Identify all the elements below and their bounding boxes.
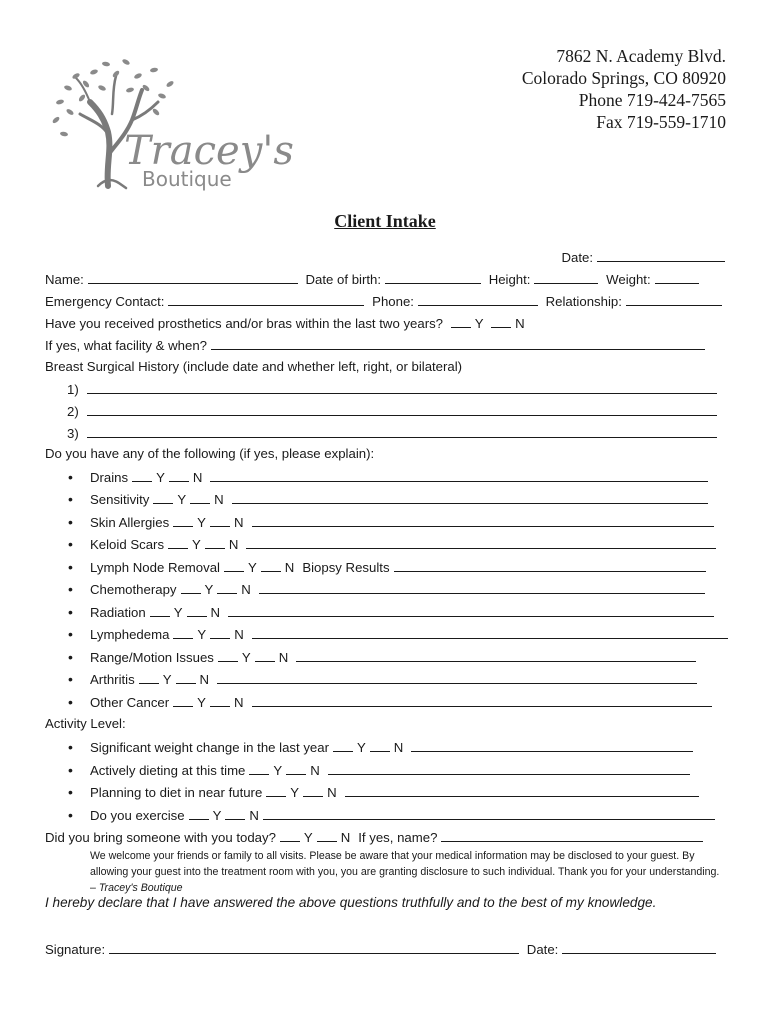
address-city: Colorado Springs, CO 80920 <box>521 68 726 88</box>
yes-label: Y <box>357 740 366 755</box>
address-street: 7862 N. Academy Blvd. <box>556 46 726 66</box>
phone-label: Phone: <box>372 294 414 309</box>
condition-chemotherapy <box>90 579 724 599</box>
dob-field[interactable] <box>385 269 481 284</box>
activity-planning-diet <box>90 782 724 802</box>
activity-level-label: Activity Level: <box>45 716 126 731</box>
activity-yes-field[interactable] <box>266 782 286 797</box>
signature-row <box>45 939 725 959</box>
condition-label: Skin Allergies <box>90 515 170 530</box>
condition-explain-field[interactable] <box>296 647 696 662</box>
no-label: N <box>278 650 289 665</box>
no-label: N <box>214 492 224 507</box>
no-label: N <box>515 316 525 331</box>
condition-yes-field[interactable] <box>173 512 193 527</box>
condition-no-field[interactable] <box>261 557 281 572</box>
condition-yes-field[interactable] <box>139 669 159 684</box>
activity-yes-field[interactable] <box>249 760 269 775</box>
condition-no-field[interactable] <box>210 692 230 707</box>
activity-dieting <box>90 760 724 780</box>
yes-label: Y <box>192 537 201 552</box>
signature-field[interactable] <box>109 939 519 954</box>
condition-range-motion <box>90 647 724 667</box>
condition-no-field[interactable] <box>217 579 237 594</box>
biopsy-results-label: Biopsy Results <box>302 560 390 575</box>
yes-label: Y <box>241 650 251 665</box>
logo-traceys: Tracey's <box>124 128 294 174</box>
condition-no-field[interactable] <box>205 534 225 549</box>
no-label: N <box>327 785 337 800</box>
surgical-item-2 <box>67 401 723 421</box>
no-label: N <box>192 470 203 485</box>
height-label: Height: <box>488 272 531 287</box>
activity-label: Actively dieting at this time <box>90 763 246 778</box>
yes-label: Y <box>273 763 283 778</box>
condition-label: Radiation <box>90 605 146 620</box>
no-label: N <box>210 605 221 620</box>
surgical-field-2[interactable] <box>87 401 717 416</box>
prosthetics-question: Have you received prosthetics and/or bras within the last two years? <box>45 316 444 331</box>
condition-explain-field[interactable] <box>246 534 716 549</box>
no-label: N <box>310 763 320 778</box>
condition-other-cancer <box>90 692 724 712</box>
date-row <box>45 247 725 267</box>
logo-boutique: Boutique <box>142 167 232 191</box>
condition-label: Other Cancer <box>90 695 170 710</box>
yes-label: Y <box>212 808 222 823</box>
no-label: N <box>241 582 251 597</box>
emergency-row <box>45 291 725 311</box>
yes-label: Y <box>204 582 214 597</box>
activity-label: Planning to diet in near future <box>90 785 263 800</box>
activity-exercise <box>90 805 724 825</box>
condition-explain-field[interactable] <box>259 579 705 594</box>
surgical-field-3[interactable] <box>87 423 717 438</box>
yes-label: Y <box>197 515 206 530</box>
surgical-field-1[interactable] <box>87 379 717 394</box>
signature-date-label: Date: <box>526 942 559 957</box>
yes-label: Y <box>247 560 257 575</box>
condition-yes-field[interactable] <box>168 534 188 549</box>
condition-explain-field[interactable] <box>228 602 714 617</box>
no-label: N <box>199 672 210 687</box>
condition-label: Lymphedema <box>90 627 170 642</box>
surgical-item-1 <box>67 379 723 399</box>
condition-explain-field[interactable] <box>217 669 697 684</box>
activity-label: Significant weight change in the last year <box>90 740 329 755</box>
activity-weight-change <box>90 737 724 757</box>
name-row <box>45 269 725 289</box>
dob-label: Date of birth: <box>305 272 382 287</box>
prosthetics-no-field[interactable] <box>491 313 511 328</box>
yes-label: Y <box>162 672 172 687</box>
signature-label: Signature: <box>45 942 106 957</box>
bring-name-label: If yes, name? <box>358 830 438 845</box>
declaration: I hereby declare that I have answered the above questions truthfully and to the best of my knowledge. <box>45 895 657 910</box>
condition-arthritis <box>90 669 724 689</box>
condition-no-field[interactable] <box>210 624 230 639</box>
facility-field[interactable] <box>211 335 705 350</box>
condition-no-field[interactable] <box>255 647 275 662</box>
activity-yes-field[interactable] <box>189 805 209 820</box>
yes-label: Y <box>177 492 187 507</box>
bring-someone-row <box>45 827 725 847</box>
facility-row <box>45 335 725 355</box>
condition-yes-field[interactable] <box>150 602 170 617</box>
relationship-field[interactable] <box>626 291 722 306</box>
activity-no-field[interactable] <box>286 760 306 775</box>
activity-no-field[interactable] <box>303 782 323 797</box>
bring-no-field[interactable] <box>317 827 337 842</box>
date-label: Date: <box>561 250 593 265</box>
condition-no-field[interactable] <box>210 512 230 527</box>
yes-label: Y <box>474 316 484 331</box>
condition-label: Arthritis <box>90 672 135 687</box>
yes-label: Y <box>197 627 207 642</box>
bring-someone-question: Did you bring someone with you today? <box>45 830 276 845</box>
bring-name-field[interactable] <box>441 827 703 842</box>
condition-explain-field[interactable] <box>252 624 728 639</box>
guest-notice-text: We welcome your friends or family to all visits. Please be aware that your medical information may be disclosed to your guest. By allowing your guest into the treatment room with you, you are granting disclosure to such individual. Thank you for your understanding. – <box>90 850 720 894</box>
guest-notice-signoff: Tracey's Boutique <box>98 882 183 894</box>
condition-explain-field[interactable] <box>252 692 712 707</box>
activity-explain-field[interactable] <box>328 760 690 775</box>
phone-field[interactable] <box>418 291 538 306</box>
condition-keloid-scars <box>90 534 724 554</box>
traceys-boutique-logo <box>46 54 294 204</box>
relationship-label: Relationship: <box>545 294 622 309</box>
address-phone: Phone 719-424-7565 <box>578 90 726 110</box>
activity-explain-field[interactable] <box>345 782 699 797</box>
facility-question: If yes, what facility & when? <box>45 338 207 353</box>
condition-label: Lymph Node Removal <box>90 560 220 575</box>
yes-label: Y <box>197 695 206 710</box>
condition-skin-allergies <box>90 512 724 532</box>
surgical-item-number: 2) <box>67 404 79 419</box>
condition-yes-field[interactable] <box>173 624 193 639</box>
conditions-question: Do you have any of the following (if yes, please explain): <box>45 446 375 461</box>
condition-yes-field[interactable] <box>173 692 193 707</box>
guest-notice <box>90 848 720 896</box>
condition-yes-field[interactable] <box>153 489 173 504</box>
no-label: N <box>233 515 244 530</box>
yes-label: Y <box>290 785 300 800</box>
condition-label: Drains <box>90 470 129 485</box>
biopsy-results-field[interactable] <box>394 557 706 572</box>
condition-label: Range/Motion Issues <box>90 650 214 665</box>
bring-yes-field[interactable] <box>280 827 300 842</box>
prosthetics-row <box>45 313 725 333</box>
weight-field[interactable] <box>655 269 699 284</box>
no-label: N <box>340 830 351 845</box>
yes-label: Y <box>303 830 313 845</box>
activity-no-field[interactable] <box>370 737 390 752</box>
no-label: N <box>393 740 404 755</box>
condition-explain-field[interactable] <box>252 512 714 527</box>
condition-label: Sensitivity <box>90 492 150 507</box>
condition-yes-field[interactable] <box>132 467 152 482</box>
condition-no-field[interactable] <box>176 669 196 684</box>
no-label: N <box>234 627 244 642</box>
condition-no-field[interactable] <box>169 467 189 482</box>
surgical-item-number: 3) <box>67 426 79 441</box>
no-label: N <box>228 537 239 552</box>
condition-explain-field[interactable] <box>210 467 708 482</box>
condition-explain-field[interactable] <box>232 489 708 504</box>
surgical-history-label: Breast Surgical History (include date and whether left, right, or bilateral) <box>45 359 463 374</box>
condition-radiation <box>90 602 724 622</box>
activity-no-field[interactable] <box>225 805 245 820</box>
condition-label: Keloid Scars <box>90 537 165 552</box>
no-label: N <box>284 560 295 575</box>
surgical-item-3 <box>67 423 723 443</box>
activity-yes-field[interactable] <box>333 737 353 752</box>
name-field[interactable] <box>88 269 298 284</box>
activity-label: Do you exercise <box>90 808 185 823</box>
emergency-field[interactable] <box>168 291 364 306</box>
name-label: Name: <box>45 272 84 287</box>
no-label: N <box>249 808 259 823</box>
yes-label: Y <box>156 470 165 485</box>
condition-yes-field[interactable] <box>218 647 238 662</box>
condition-no-field[interactable] <box>190 489 210 504</box>
condition-yes-field[interactable] <box>181 579 201 594</box>
condition-sensitivity <box>90 489 724 509</box>
condition-label: Chemotherapy <box>90 582 177 597</box>
condition-no-field[interactable] <box>187 602 207 617</box>
condition-drains <box>90 467 724 487</box>
condition-yes-field[interactable] <box>224 557 244 572</box>
date-field[interactable] <box>597 247 725 262</box>
activity-explain-field[interactable] <box>263 805 715 820</box>
emergency-label: Emergency Contact: <box>45 294 165 309</box>
surgical-item-number: 1) <box>67 382 79 397</box>
prosthetics-yes-field[interactable] <box>451 313 471 328</box>
yes-label: Y <box>173 605 183 620</box>
signature-date-field[interactable] <box>562 939 716 954</box>
address-fax: Fax 719-559-1710 <box>596 112 726 132</box>
no-label: N <box>233 695 244 710</box>
page-title: Client Intake <box>334 211 436 231</box>
height-field[interactable] <box>534 269 598 284</box>
condition-lymph-node-removal <box>90 557 724 577</box>
activity-explain-field[interactable] <box>411 737 693 752</box>
condition-lymphedema <box>90 624 724 644</box>
weight-label: Weight: <box>606 272 651 287</box>
